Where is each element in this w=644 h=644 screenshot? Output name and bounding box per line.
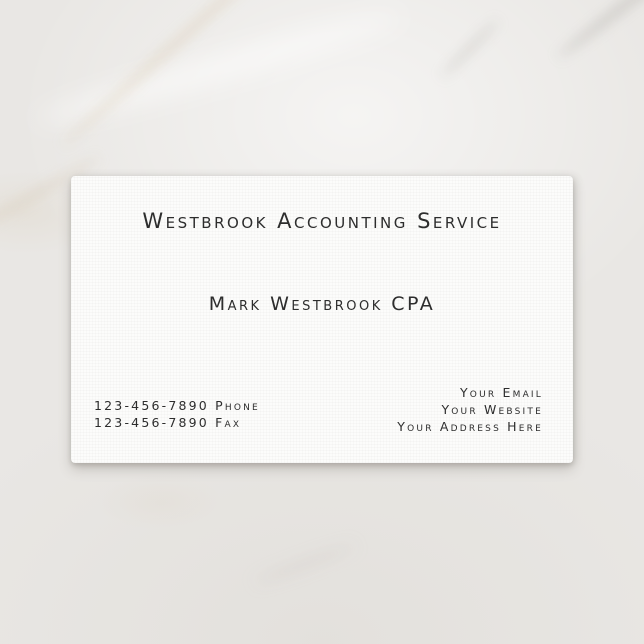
email-line: Your Email [459,385,543,400]
website-line: Your Website [441,402,543,417]
phone-line: 123-456-7890 Phone [94,398,260,413]
marble-vein-white [34,3,406,133]
company-name: Westbrook Accounting Service [142,209,502,233]
marble-vein-tan [59,0,311,149]
contact-address-block [397,384,543,435]
marble-vein-gray [555,0,644,61]
contact-phone-block [94,397,260,431]
business-card [71,176,573,463]
marble-vein-gray [439,18,501,80]
fax-line: 123-456-7890 Fax [94,415,242,430]
address-line: Your Address Here [397,419,543,434]
marble-vein-gray [252,541,358,586]
person-name: Mark Westbrook CPA [208,293,436,315]
